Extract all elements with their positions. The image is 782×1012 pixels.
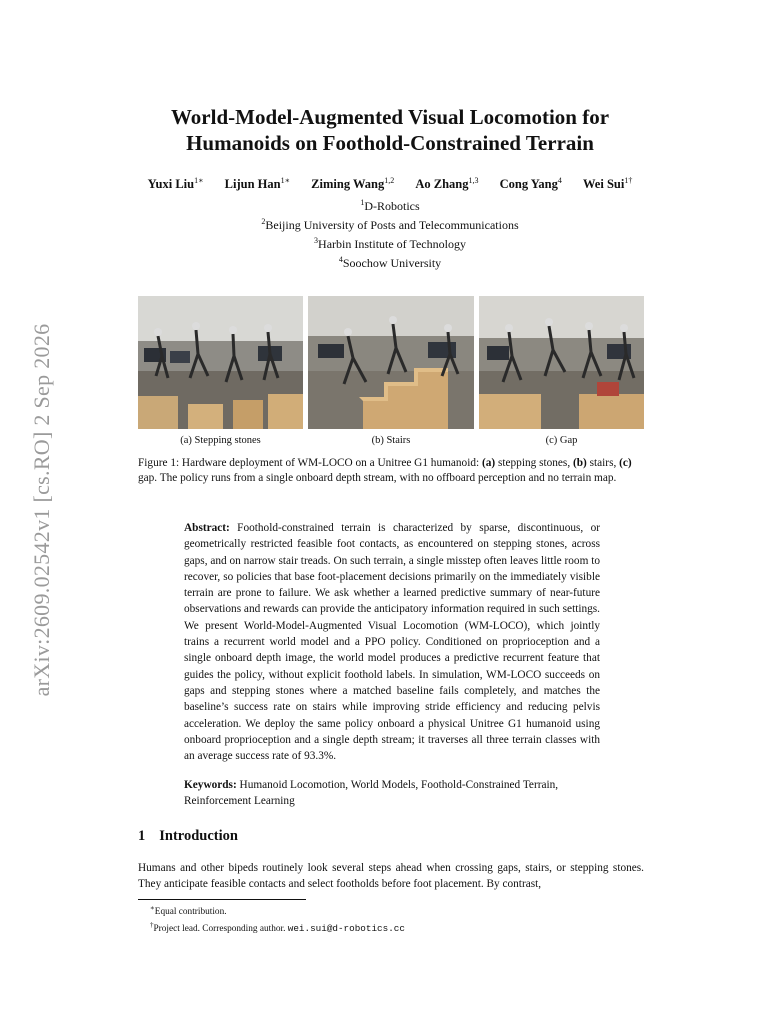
photo-stepping-stones [138,296,303,429]
paper-title [60,104,720,156]
subcaption-b: (b) Stairs [371,435,411,446]
abstract-label: Abstract: [184,522,230,534]
affiliation: $^2$Beijing University of Posts and Telecommunications [261,217,519,232]
author: Yuxi Liu$^{1∗}$ [147,176,204,192]
author-list [60,176,720,192]
section-number: 1 [138,828,146,844]
author: Ziming Wang$^{1,2}$ [311,176,395,192]
subcaption-c: (c) Gap [545,435,578,446]
footnote: ∗Equal contribution. [150,904,227,918]
author: Lijun Han$^{1∗}$ [224,176,291,192]
affiliation: $^4$Soochow University [338,255,442,270]
email-link[interactable]: wei.sui@d-robotics.cc [287,923,405,935]
author: Wei Sui$^{1\dagger}$ [583,176,633,192]
footnotes [150,902,405,936]
affiliation: $^3$Harbin Institute of Technology [314,236,466,251]
arxiv-identifier: arXiv:2609.02542v1 [cs.RO] 2 Sep 2026 [29,323,54,697]
keywords-text: Humanoid Locomotion, World Models, Foothold-Constrained Terrain, Reinforcement Learning [184,779,559,808]
keywords-label: Keywords: [184,779,237,791]
abstract-text: Foothold-constrained terrain is characterized by sparse, discontinuous, or geometrically restricted feasible foot contacts, as encountered on stepping stones, across gaps, and on narrow stair treads. On such terrain, a single misstep often leaves little room to recover, so policies that base foot-placement decisions primarily on the immediately visible terrain are prone to failure. We ask whether a learned predictive summary of near-future observations and rewards can provide the anticipatory information required in such settings. We present World-Model-Augmented Visual Locomotion (WM-LOCO), which jointly trains a recurrent world model and a PPO policy. Conditioned on proprioception and a single onboard depth image, the world model produces a predictive recurrent feature that guides the policy, without explicit foothold labels. In simulation, WM-LOCO succeeds on gaps and stepping stones where a matched baseline fails completely, and matches the baseline’s success rate on stairs while improving stride efficiency and reducing pelvis acceleration. We deploy the same policy onboard a physical Unitree G1 humanoid using onboard proprioception and a single depth stream; it traverses all three terrain classes with an average success rate of 93.3%. [184,522,600,763]
author: Ao Zhang$^{1,3}$ [415,176,479,192]
photo-gap [479,296,644,429]
title-line-1: World-Model-Augmented Visual Locomotion for [170,105,610,129]
keywords [184,777,600,810]
footnote: †Project lead. Corresponding author. wei.sui@d-robotics.cc [150,921,405,935]
footnote-rule [138,899,306,900]
arxiv-sidebar-stamp [22,290,62,730]
photo-stairs [308,296,474,429]
affiliation-list [60,195,720,271]
author: Cong Yang$^4$ [499,176,562,192]
title-line-2: Humanoids on Foothold-Constrained Terrain [186,131,594,155]
subcaption-a: (a) Stepping stones [180,435,261,446]
intro-paragraph: Humans and other bipeds routinely look several steps ahead when crossing gaps, stairs, or stepping stones. They anticipate feasible contacts and select footholds before foot placement. By contrast, [138,862,644,891]
section-heading [138,828,238,845]
affiliation: $^1$D-Robotics [360,198,420,213]
abstract [184,520,600,764]
section-title: Introduction [159,828,238,844]
figure-caption: Figure 1: Hardware deployment of WM-LOCO on a Unitree G1 humanoid: (a) stepping stones, (b) stairs, (c) gap. The policy runs from a single onboard depth stream, with no offboard perception and no terrain map. [138,457,632,484]
